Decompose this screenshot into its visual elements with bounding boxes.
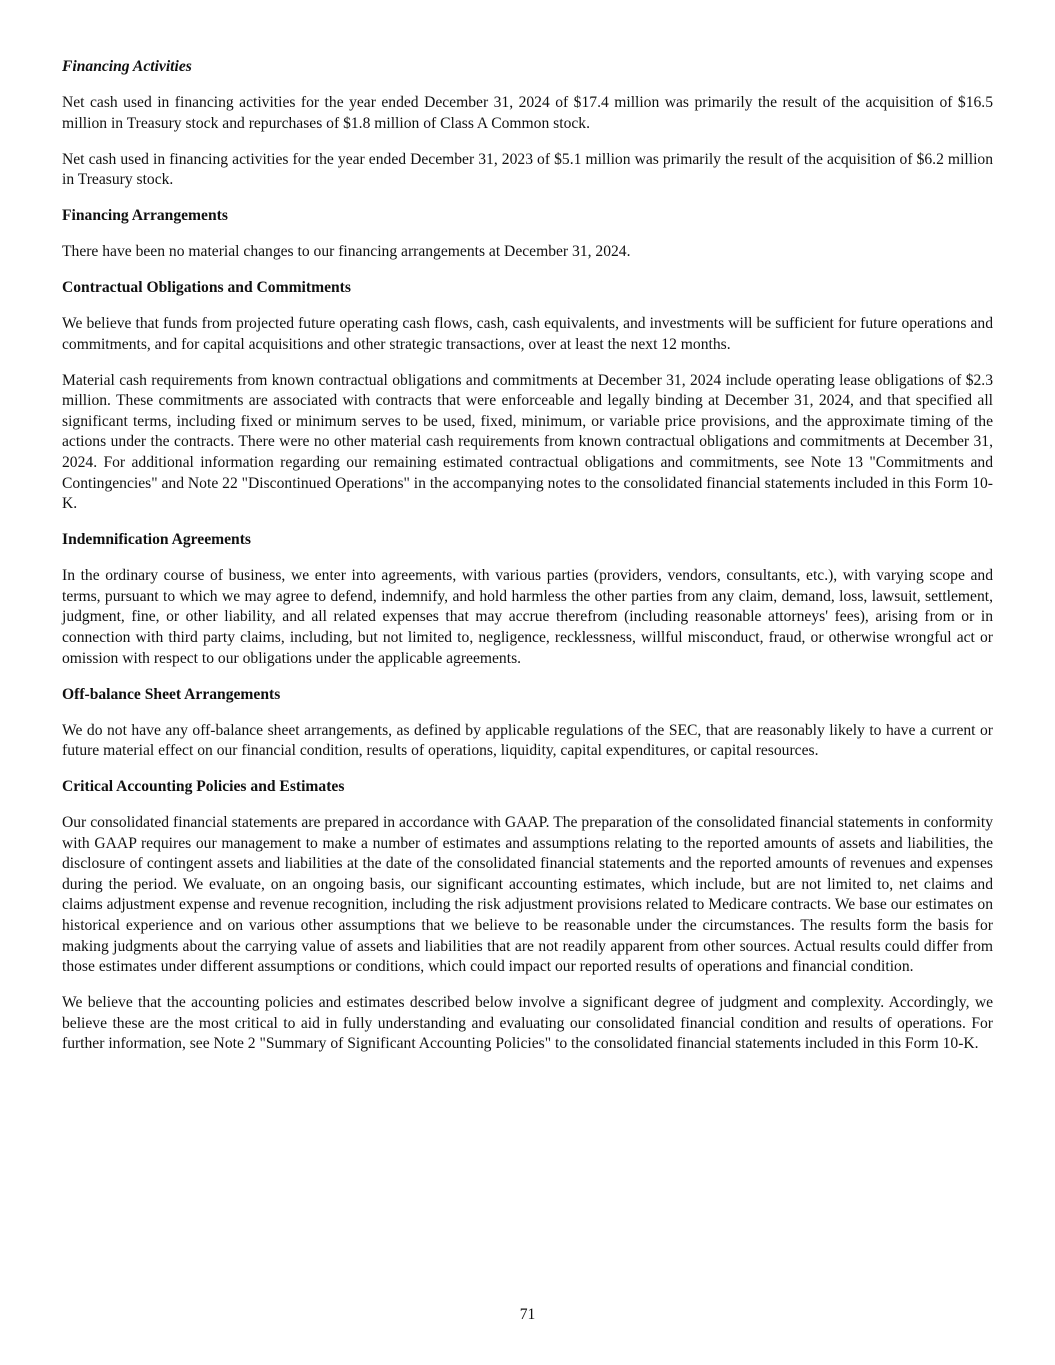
- paragraph: Net cash used in financing activities for the year ended December 31, 2024 of $17.4 million was primarily the result of the acquisition of $16.5 million in Treasury stock and repurchases of $1.8 million of Class A Common stock.: [62, 93, 993, 132]
- paragraph: There have been no material changes to our financing arrangements at December 31, 2024.: [62, 243, 631, 261]
- paragraph: We do not have any off-balance sheet arrangements, as defined by applicable regulations of the SEC, that are reasonably likely to have a current or future material effect on our financial condition, results of operations, liquidity, capital expenditures, or capital resources.: [62, 721, 993, 760]
- paragraph: Material cash requirements from known contractual obligations and commitments at December 31, 2024 include operating lease obligations of $2.3 million. These commitments are associated with contracts that were enforceable and legally binding at December 31, 2024, and that specified all significant terms, including fixed or minimum serves to be used, fixed, minimum, or variable price provisions, and the approximate timing of the actions under the contracts. There were no other material cash requirements from known contractual obligations and commitments at December 31, 2024. For additional information regarding our remaining estimated contractual obligations and commitments, see Note 13 "Commitments and Contingencies" and Note 22 "Discontinued Operations" in the accompanying notes to the consolidated financial statements included in this Form 10-K.: [62, 371, 993, 513]
- section-heading-indemnification: Indemnification Agreements: [62, 531, 251, 549]
- section-heading-contractual-obligations: Contractual Obligations and Commitments: [62, 279, 351, 297]
- paragraph: In the ordinary course of business, we enter into agreements, with various parties (providers, vendors, consultants, etc.), with varying scope and terms, pursuant to which we may agree to defend, indemnify, and hold harmless the other parties from any claim, demand, loss, lawsuit, settlement, judgment, fine, or other liability, and all related expenses that may accrue therefrom (including reasonable attorneys' fees), arising from or in connection with third party claims, including, but not limited to, negligence, recklessness, willful misconduct, fraud, or otherwise wrongful act or omission with respect to our obligations under the applicable agreements.: [62, 567, 993, 667]
- document-body: [62, 57, 993, 1070]
- section-heading-off-balance-sheet: Off-balance Sheet Arrangements: [62, 685, 281, 703]
- section-heading-critical-accounting: Critical Accounting Policies and Estimates: [62, 778, 345, 796]
- section-heading-financing-arrangements: Financing Arrangements: [62, 207, 228, 225]
- paragraph: Net cash used in financing activities for the year ended December 31, 2023 of $5.1 million was primarily the result of the acquisition of $6.2 million in Treasury stock.: [62, 150, 993, 189]
- paragraph: We believe that funds from projected future operating cash flows, cash, cash equivalents, and investments will be sufficient for future operations and commitments, and for capital acquisitions and other strategic transactions, over at least the next 12 months.: [62, 315, 993, 353]
- paragraph: We believe that the accounting policies and estimates described below involve a significant degree of judgment and complexity. Accordingly, we believe these are the most critical to aid in fully understanding and evaluating our consolidated financial condition and results of operations. For further information, see Note 2 "Summary of Significant Accounting Policies" to the consolidated financial statements included in this Form 10-K.: [62, 994, 993, 1053]
- section-heading-financing-activities: Financing Activities: [62, 58, 192, 75]
- page-number: 71: [519, 1306, 536, 1323]
- paragraph: Our consolidated financial statements are prepared in accordance with GAAP. The preparation of the consolidated financial statements in conformity with GAAP requires our management to make a number of estimates and assumptions relating to the reported amounts of assets and liabilities, the disclosure of contingent assets and liabilities at the date of the consolidated financial statements and the reported amounts of revenues and expenses during the period. We evaluate, on an ongoing basis, our significant accounting estimates, which include, but are not limited to, net claims and claims adjustment expense and revenue recognition, including the risk adjustment provisions related to Medicare contracts. We base our estimates on historical experience and on various other assumptions that we believe to be reasonable under the circumstances. The results form the basis for making judgments about the carrying value of assets and liabilities that are not readily apparent from other sources. Actual results could differ from those estimates under different assumptions or conditions, which could impact our reported results of operations and financial condition.: [62, 814, 993, 976]
